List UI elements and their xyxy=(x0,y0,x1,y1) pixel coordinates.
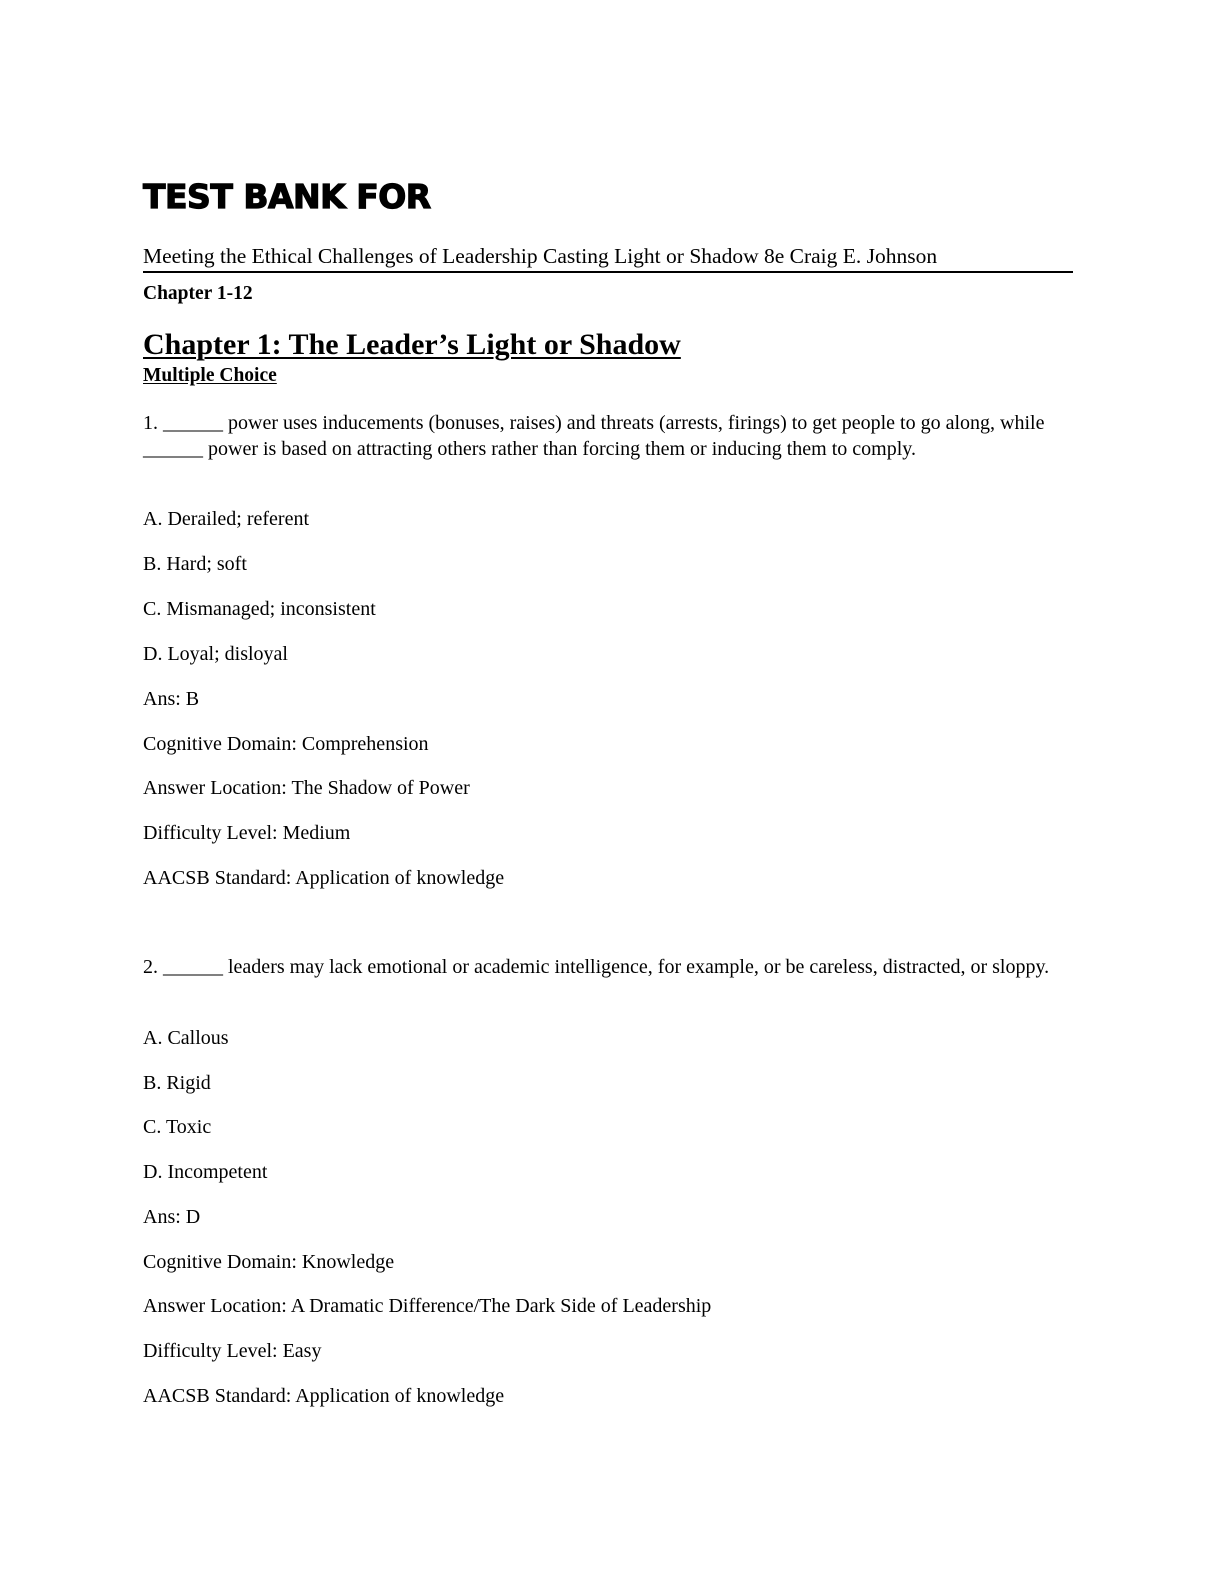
question-2-option-c: C. Toxic xyxy=(143,1116,212,1138)
question-2-option-d: D. Incompetent xyxy=(143,1161,268,1183)
question-2-difficulty: Difficulty Level: Easy xyxy=(143,1340,322,1362)
question-2-answer: Ans: D xyxy=(143,1206,201,1228)
question-1-option-a: A. Derailed; referent xyxy=(143,508,310,530)
question-1-aacsb: AACSB Standard: Application of knowledge xyxy=(143,867,505,889)
question-1-difficulty: Difficulty Level: Medium xyxy=(143,822,351,844)
question-1-option-b: B. Hard; soft xyxy=(143,553,247,575)
chapter-heading: Chapter 1: The Leader’s Light or Shadow xyxy=(143,328,681,361)
question-2-option-a: A. Callous xyxy=(143,1027,229,1049)
question-1-cognitive-domain: Cognitive Domain: Comprehension xyxy=(143,733,429,755)
question-1-option-d: D. Loyal; disloyal xyxy=(143,643,288,665)
test-bank-title: TEST BANK FOR xyxy=(143,177,431,216)
question-2-answer-location: Answer Location: A Dramatic Difference/The Dark Side of Leadership xyxy=(143,1295,712,1317)
document-page xyxy=(143,0,1073,1584)
question-2-aacsb: AACSB Standard: Application of knowledge xyxy=(143,1385,505,1407)
book-title: Meeting the Ethical Challenges of Leadership Casting Light or Shadow 8e Craig E. Johnson xyxy=(143,242,1073,273)
question-1-option-c: C. Mismanaged; inconsistent xyxy=(143,598,376,620)
question-2-option-b: B. Rigid xyxy=(143,1072,211,1094)
question-2-cognitive-domain: Cognitive Domain: Knowledge xyxy=(143,1251,395,1273)
question-2-stem: 2. ______ leaders may lack emotional or academic intelligence, for example, or be careless, distracted, or sloppy. xyxy=(143,956,1050,978)
question-1-stem: 1. ______ power uses inducements (bonuses, raises) and threats (arrests, firings) to get people to go along, while ______ power is based on attracting others rather than forcing them or inducing them to comply. xyxy=(143,412,1045,460)
chapters-range: Chapter 1-12 xyxy=(143,283,253,304)
section-heading: Multiple Choice xyxy=(143,365,277,386)
question-1-answer-location: Answer Location: The Shadow of Power xyxy=(143,777,470,799)
question-1-answer: Ans: B xyxy=(143,688,200,710)
